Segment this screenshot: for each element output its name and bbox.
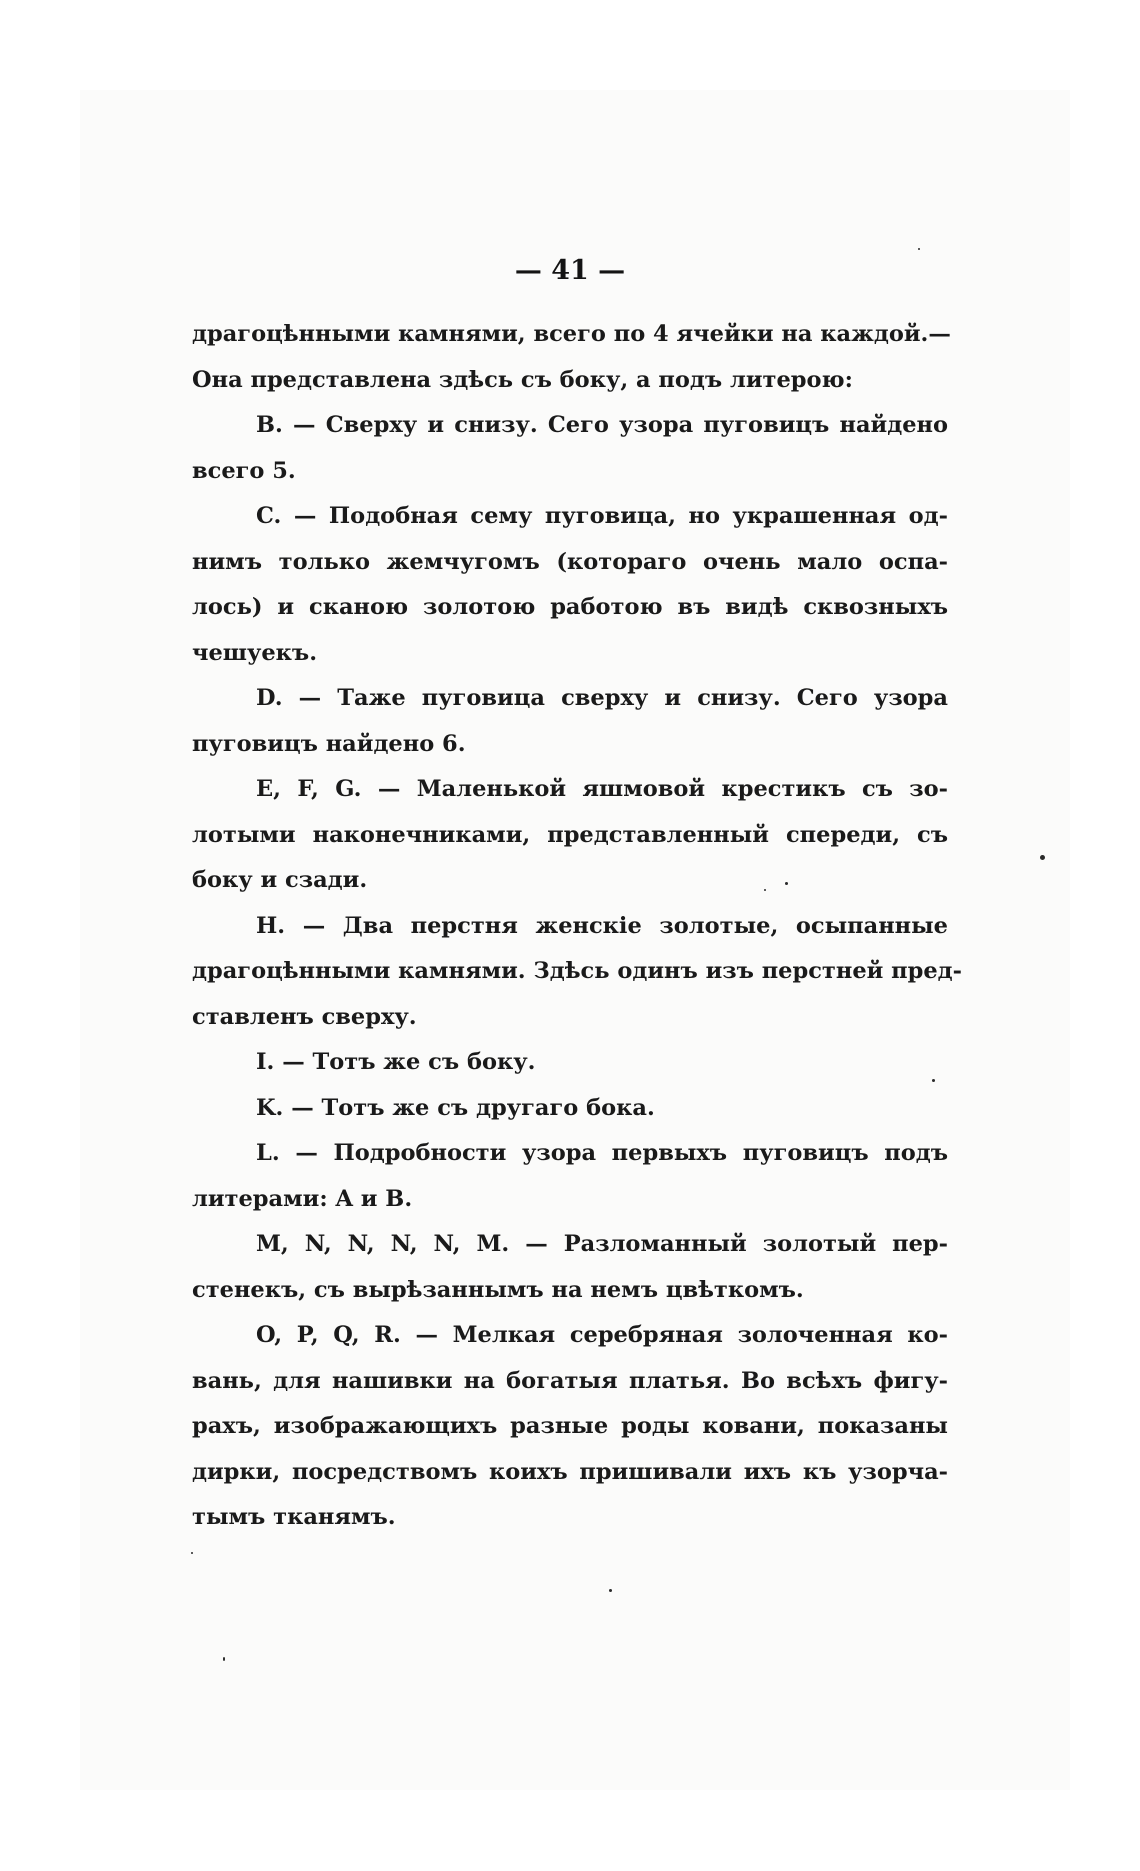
ink-speck xyxy=(1040,855,1045,860)
text-line: Она представлена здѣсь съ боку, а подъ литерою: xyxy=(192,366,853,393)
text-line: литерами: A и B. xyxy=(192,1185,413,1212)
ink-speck xyxy=(223,1657,225,1661)
ink-speck xyxy=(932,1079,935,1082)
page-number: — 41 — xyxy=(514,255,626,286)
text-line: O, P, Q, R. — Мелкая серебряная золоченная ко- xyxy=(256,1322,948,1348)
text-line: ставленъ сверху. xyxy=(192,1003,417,1030)
text-line: K. — Тотъ же съ другаго бока. xyxy=(256,1094,655,1121)
ink-speck xyxy=(191,1552,193,1554)
text-line: L. — Подробности узора первыхъ пуговицъ подъ xyxy=(256,1140,948,1166)
ink-speck xyxy=(918,248,920,250)
text-line: нимъ только жемчугомъ (котораго очень мало оспа- xyxy=(192,548,948,575)
text-line: дирки, посредствомъ коихъ пришивали ихъ къ узорча- xyxy=(192,1458,948,1485)
text-line: тымъ тканямъ. xyxy=(192,1504,396,1530)
text-line: D. — Таже пуговица сверху и снизу. Сего узора xyxy=(256,685,948,711)
text-line: лось) и сканою золотою работою въ видѣ сквозныхъ xyxy=(192,594,948,620)
text-line: M, N, N, N, N, M. — Разломанный золотый пер- xyxy=(256,1231,948,1257)
ink-speck xyxy=(609,1589,612,1592)
text-line: E, F, G. — Маленькой яшмовой крестикъ съ зо- xyxy=(256,776,948,802)
text-line: H. — Два перстня женскіе золотые, осыпанные xyxy=(256,912,948,939)
text-line: лотыми наконечниками, представленный спереди, съ xyxy=(192,821,948,848)
text-line: всего 5. xyxy=(192,457,296,484)
ink-speck xyxy=(785,882,788,885)
text-line: боку и сзади. xyxy=(192,867,368,893)
body-text xyxy=(192,312,963,1541)
text-line: рахъ, изображающихъ разные роды ковани, показаны xyxy=(192,1413,948,1439)
text-line: драгоцѣнными камнями. Здѣсь одинъ изъ перстней пред- xyxy=(192,958,963,984)
text-line: чешуекъ. xyxy=(192,639,318,666)
text-line: B. — Сверху и снизу. Сего узора пуговицъ найдено xyxy=(256,412,948,438)
text-line: C. — Подобная сему пуговица, но украшенная од- xyxy=(256,503,948,529)
text-line: драгоцѣнными камнями, всего по 4 ячейки на каждой.— xyxy=(192,321,951,347)
text-line: стенекъ, съ вырѣзаннымъ на немъ цвѣткомъ. xyxy=(192,1276,804,1303)
text-line: I. — Тотъ же съ боку. xyxy=(256,1049,536,1075)
text-line: пуговицъ найдено 6. xyxy=(192,730,466,757)
ink-speck xyxy=(764,889,766,891)
text-line: вань, для нашивки на богатыя платья. Во всѣхъ фигу- xyxy=(192,1367,948,1394)
